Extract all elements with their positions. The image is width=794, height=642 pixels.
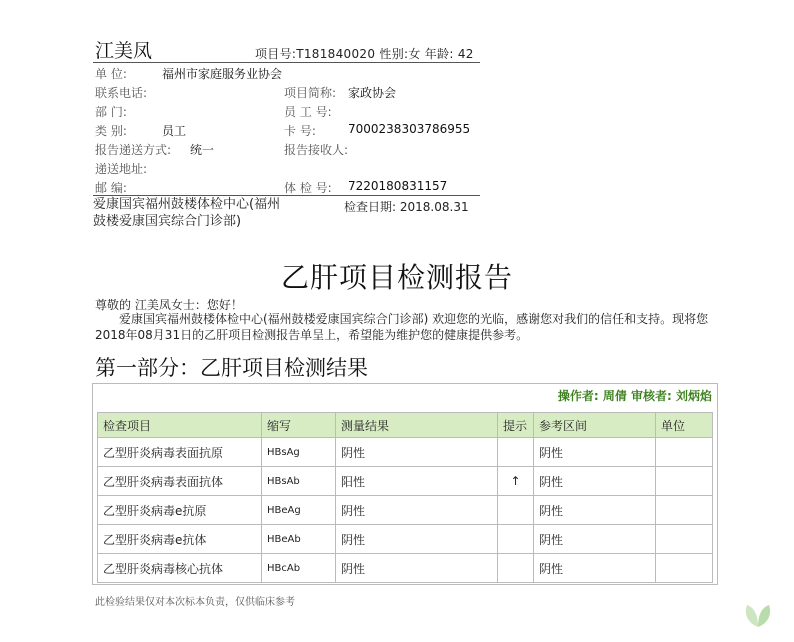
exam-no-label: 体 检 号: [284, 181, 332, 195]
table-header-row [98, 413, 713, 438]
category-label: 类 别: [95, 124, 127, 138]
check-date-value: 2018.08.31 [399, 200, 469, 214]
delivery-method-value: 统一 [190, 143, 215, 157]
check-date-label: 检查日期: [344, 200, 397, 214]
row-abbr: HBcAb [262, 554, 336, 583]
report-title: 乙肝项目检测报告 [280, 261, 513, 294]
intro-paragraph: 爱康国宾福州鼓楼体检中心(福州鼓楼爱康国宾综合门诊部) 欢迎您的光临，感谢您对我们的信任和支持。现将您2018年08月31日的乙肝项目检测报告单呈上，希望能为维护您的健康提供参考。 [95, 312, 709, 342]
table-row [98, 467, 713, 496]
project-info-line: 项目号:T181840020 性别:女 年龄: 42 [255, 47, 474, 61]
row-abbr: HBsAb [262, 467, 336, 496]
row-hint: ↑ [498, 467, 534, 496]
card-no-value: 7000238303786955 [348, 122, 471, 136]
header-result: 测量结果 [336, 413, 498, 438]
header-abbr: 缩写 [262, 413, 336, 438]
greeting: 尊敬的 江美凤女士：您好！ [95, 298, 243, 312]
row-result: 阳性 [336, 467, 498, 496]
receiver-label: 报告接收人: [284, 143, 349, 157]
header-unit: 单位 [656, 413, 713, 438]
project-short-label: 项目简称: [284, 86, 337, 100]
row-item: 乙型肝炎病毒e抗原 [98, 496, 262, 525]
row-item: 乙型肝炎病毒表面抗原 [98, 438, 262, 467]
row-item: 乙型肝炎病毒表面抗体 [98, 467, 262, 496]
row-result: 阴性 [336, 438, 498, 467]
row-hint [498, 496, 534, 525]
exam-no-value: 7220180831157 [348, 179, 448, 193]
employee-no-label: 员 工 号: [284, 105, 332, 119]
project-short-value: 家政协会 [348, 86, 397, 100]
unit-label: 单 位: [95, 67, 127, 81]
phone-label: 联系电话: [95, 86, 148, 100]
row-result: 阴性 [336, 496, 498, 525]
address-label: 递送地址: [95, 162, 148, 176]
row-ref: 阴性 [534, 467, 656, 496]
row-unit [656, 554, 713, 583]
leaf-logo-icon [741, 595, 775, 629]
row-unit [656, 438, 713, 467]
row-ref: 阴性 [534, 438, 656, 467]
row-item: 乙型肝炎病毒核心抗体 [98, 554, 262, 583]
footnote: 此检验结果仅对本次标本负责，仅供临床参考 [95, 597, 295, 608]
table-row [98, 496, 713, 525]
category-value: 员工 [162, 124, 187, 138]
center-name: 爱康国宾福州鼓楼体检中心(福州鼓楼爱康国宾综合门诊部) [93, 197, 281, 229]
row-hint [498, 438, 534, 467]
header-hint: 提示 [498, 413, 534, 438]
row-ref: 阴性 [534, 554, 656, 583]
results-table [97, 412, 713, 583]
patient-name: 江美凤 [95, 40, 153, 62]
table-row [98, 525, 713, 554]
row-unit [656, 467, 713, 496]
row-ref: 阴性 [534, 525, 656, 554]
table-row [98, 438, 713, 467]
operator-reviewer: 操作者: 周倩 审核者: 刘炳焰 [557, 389, 712, 403]
header-ref: 参考区间 [534, 413, 656, 438]
row-hint [498, 525, 534, 554]
unit-value: 福州市家庭服务业协会 [162, 67, 283, 81]
row-unit [656, 496, 713, 525]
card-no-label: 卡 号: [284, 124, 316, 138]
row-ref: 阴性 [534, 496, 656, 525]
row-hint [498, 554, 534, 583]
delivery-method-label: 报告递送方式: [95, 143, 172, 157]
section-title: 第一部分：乙肝项目检测结果 [95, 356, 368, 380]
postal-label: 邮 编: [95, 181, 127, 195]
row-abbr: HBeAb [262, 525, 336, 554]
header-item: 检查项目 [98, 413, 262, 438]
row-abbr: HBeAg [262, 496, 336, 525]
header-divider [93, 62, 480, 63]
row-item: 乙型肝炎病毒e抗体 [98, 525, 262, 554]
check-date [344, 198, 469, 215]
row-result: 阴性 [336, 525, 498, 554]
row-unit [656, 525, 713, 554]
results-panel [92, 383, 718, 585]
dept-label: 部 门: [95, 105, 127, 119]
row-abbr: HBsAg [262, 438, 336, 467]
row-result: 阴性 [336, 554, 498, 583]
table-row [98, 554, 713, 583]
